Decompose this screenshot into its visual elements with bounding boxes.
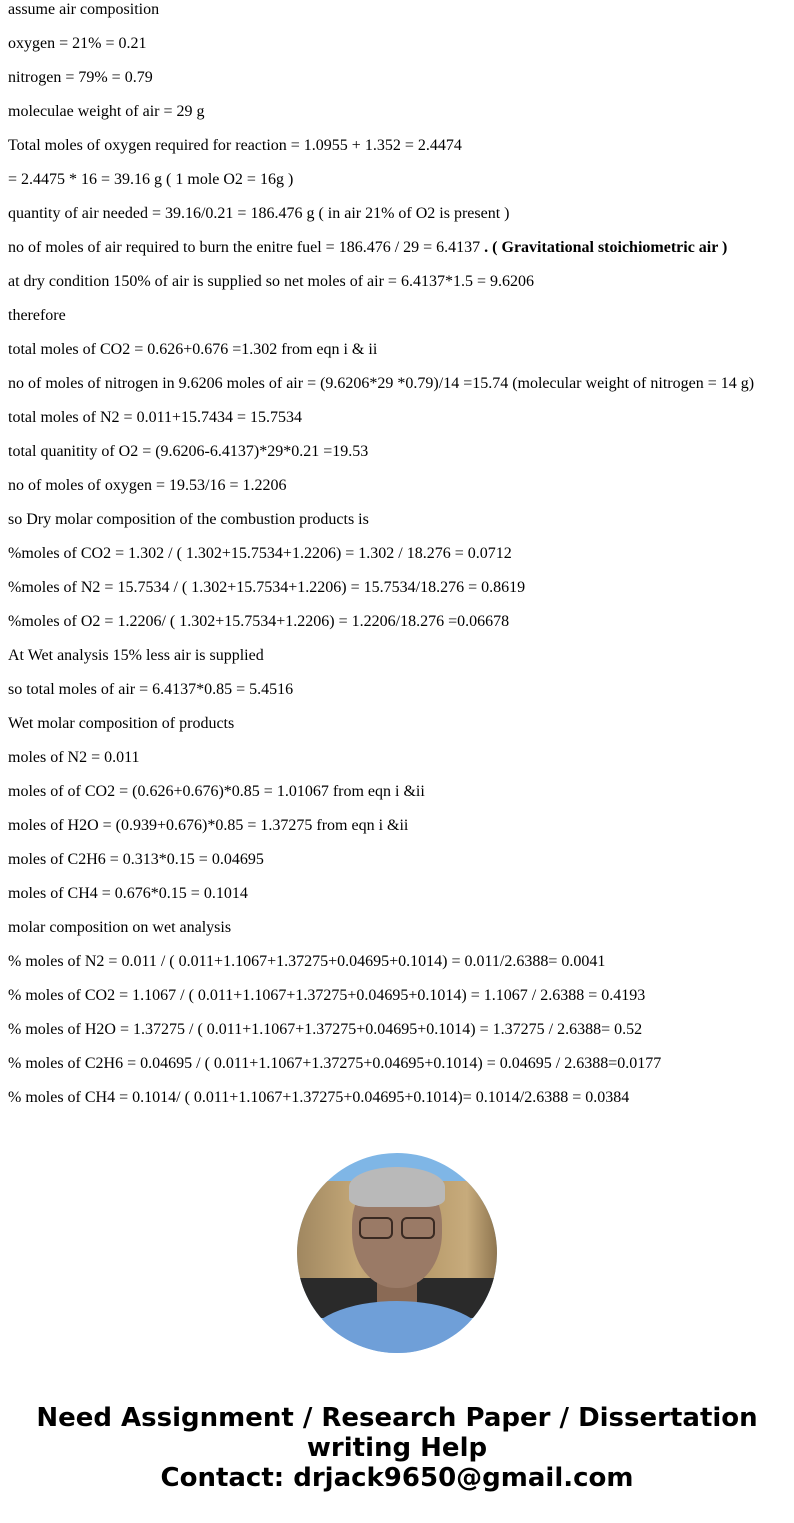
avatar-hair <box>349 1167 445 1207</box>
text-line: Wet molar composition of products <box>8 715 235 732</box>
avatar <box>297 1153 497 1353</box>
text-line: nitrogen = 79% = 0.79 <box>8 69 153 86</box>
document-body <box>8 0 794 1122</box>
text-line: % moles of CH4 = 0.1014/ ( 0.011+1.1067+1.37275+0.04695+0.1014)= 0.1014/2.6388 = 0.0384 <box>8 1089 630 1106</box>
contact-email: Contact: drjack9650@gmail.com <box>160 1463 634 1493</box>
text-line: assume air composition <box>8 1 160 18</box>
text-line: molar composition on wet analysis <box>8 919 232 936</box>
text-line: no of moles of air required to burn the enitre fuel = 186.476 / 29 = 6.4137 . ( Gravitational stoichiometric air ) <box>8 239 728 256</box>
text-line: total moles of N2 = 0.011+15.7434 = 15.7534 <box>8 409 303 426</box>
text-line: total moles of CO2 = 0.626+0.676 =1.302 from eqn i & ii <box>8 341 378 358</box>
text-line: %moles of N2 = 15.7534 / ( 1.302+15.7534+1.2206) = 15.7534/18.276 = 0.8619 <box>8 579 526 596</box>
glasses-icon <box>359 1217 435 1237</box>
text-line: % moles of CO2 = 1.1067 / ( 0.011+1.1067+1.37275+0.04695+0.1014) = 1.1067 / 2.6388 = 0.4193 <box>8 987 646 1004</box>
text-line: moles of C2H6 = 0.313*0.15 = 0.04695 <box>8 851 264 868</box>
text-line: %moles of CO2 = 1.302 / ( 1.302+15.7534+1.2206) = 1.302 / 18.276 = 0.0712 <box>8 545 512 562</box>
text-line: At Wet analysis 15% less air is supplied <box>8 647 264 664</box>
text-line: moles of CH4 = 0.676*0.15 = 0.1014 <box>8 885 248 902</box>
text-line: % moles of H2O = 1.37275 / ( 0.011+1.1067+1.37275+0.04695+0.1014) = 1.37275 / 2.6388= 0.52 <box>8 1021 643 1038</box>
text-line: % moles of C2H6 = 0.04695 / ( 0.011+1.1067+1.37275+0.04695+0.1014) = 0.04695 / 2.6388=0.0177 <box>8 1055 662 1072</box>
text-line: so Dry molar composition of the combustion products is <box>8 511 369 528</box>
bold-note: . ( Gravitational stoichiometric air ) <box>484 239 728 256</box>
text-line: quantity of air needed = 39.16/0.21 = 186.476 g ( in air 21% of O2 is present ) <box>8 205 510 222</box>
text-line: % moles of N2 = 0.011 / ( 0.011+1.1067+1.37275+0.04695+0.1014) = 0.011/2.6388= 0.0041 <box>8 953 606 970</box>
text-line: = 2.4475 * 16 = 39.16 g ( 1 mole O2 = 16g ) <box>8 171 294 188</box>
text-line: Total moles of oxygen required for reaction = 1.0955 + 1.352 = 2.4474 <box>8 137 462 154</box>
text-line: moleculae weight of air = 29 g <box>8 103 205 120</box>
text-line: %moles of O2 = 1.2206/ ( 1.302+15.7534+1.2206) = 1.2206/18.276 =0.06678 <box>8 613 510 630</box>
text-line: so total moles of air = 6.4137*0.85 = 5.4516 <box>8 681 294 698</box>
promo-footer <box>0 1403 794 1493</box>
promo-line-1: Need Assignment / Research Paper / Dissertation <box>36 1403 758 1433</box>
text-line: at dry condition 150% of air is supplied so net moles of air = 6.4137*1.5 = 9.6206 <box>8 273 534 290</box>
text-line: oxygen = 21% = 0.21 <box>8 35 147 52</box>
text-line: moles of H2O = (0.939+0.676)*0.85 = 1.37275 from eqn i &ii <box>8 817 409 834</box>
text-line: no of moles of nitrogen in 9.6206 moles of air = (9.6206*29 *0.79)/14 =15.74 (molecular weight of nitrogen = 14 g) <box>8 375 755 392</box>
text-line: moles of N2 = 0.011 <box>8 749 140 766</box>
text-line: therefore <box>8 307 66 324</box>
text-line: total quanitity of O2 = (9.6206-6.4137)*29*0.21 =19.53 <box>8 443 369 460</box>
promo-line-2: writing Help <box>306 1433 488 1463</box>
text-line: moles of of CO2 = (0.626+0.676)*0.85 = 1.01067 from eqn i &ii <box>8 783 425 800</box>
text-line: no of moles of oxygen = 19.53/16 = 1.2206 <box>8 477 287 494</box>
